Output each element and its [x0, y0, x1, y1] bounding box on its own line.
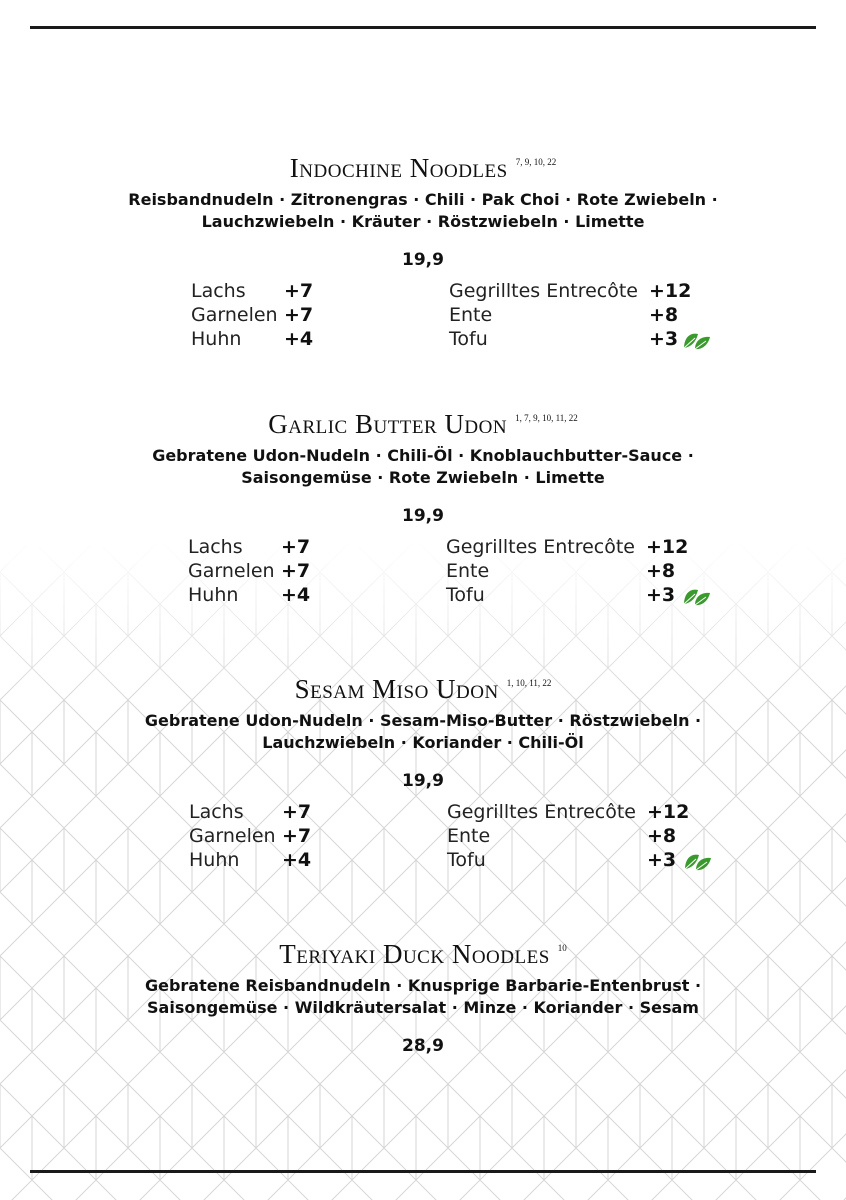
bottom-divider	[30, 1170, 816, 1173]
menu-item-indochine-noodles	[0, 145, 846, 355]
addon-options: Lachs +7 Garnelen +7 Huhn +4 Gegrilltes Entrecôte +12 Ente +8 Tofu +3	[0, 800, 846, 876]
menu-item-teriyaki-duck-noodles	[0, 931, 846, 1057]
dish-description: Gebratene Udon-Nudeln · Chili-Öl · Knoblauchbutter-Sauce · Saisongemüse · Rote Zwiebeln · Limette	[152, 446, 694, 487]
leaf-icon	[682, 328, 712, 352]
addon-options: Lachs +7 Garnelen +7 Huhn +4 Gegrilltes Entrecôte +12 Ente +8 Tofu +3	[0, 279, 846, 355]
allergen-codes: 10	[557, 943, 567, 953]
dish-title: Sesam Miso Udon $^{1, 10, 11, 22}$	[294, 674, 552, 704]
dish-price: 19,9	[402, 250, 444, 270]
dish-price: 28,9	[402, 1036, 444, 1056]
leaf-icon	[683, 849, 713, 873]
dish-title: Garlic Butter Udon $^{1, 7, 9, 10, 11, 22}$	[268, 409, 578, 439]
addon-options: Lachs +7 Garnelen +7 Huhn +4 Gegrilltes Entrecôte +12 Ente +8 Tofu +3	[0, 535, 846, 611]
dish-description: Gebratene Reisbandnudeln · Knusprige Barbarie-Entenbrust · Saisongemüse · Wildkräutersalat · Minze · Koriander · Sesam	[144, 976, 702, 1017]
leaf-icon	[682, 584, 712, 608]
top-divider	[30, 26, 816, 29]
dish-description: Reisbandnudeln · Zitronengras · Chili · Pak Choi · Rote Zwiebeln · Lauchzwiebeln · Kräuter · Röstzwiebeln · Limette	[128, 190, 718, 231]
menu-item-garlic-butter-udon	[0, 401, 846, 611]
dish-title: Indochine Noodles $^{7, 9, 10, 22}$	[289, 153, 557, 183]
allergen-codes: 1, 10, 11, 22	[506, 678, 552, 688]
dish-price: 19,9	[402, 771, 444, 791]
dish-description: Gebratene Udon-Nudeln · Sesam-Miso-Butter · Röstzwiebeln · Lauchzwiebeln · Koriander · Chili-Öl	[144, 711, 702, 752]
allergen-codes: 1, 7, 9, 10, 11, 22	[515, 413, 578, 423]
dish-price: 19,9	[402, 506, 444, 526]
allergen-codes: 7, 9, 10, 22	[515, 157, 557, 167]
dish-title: Teriyaki Duck Noodles $^{10}$	[279, 939, 567, 969]
menu-item-sesam-miso-udon	[0, 666, 846, 876]
